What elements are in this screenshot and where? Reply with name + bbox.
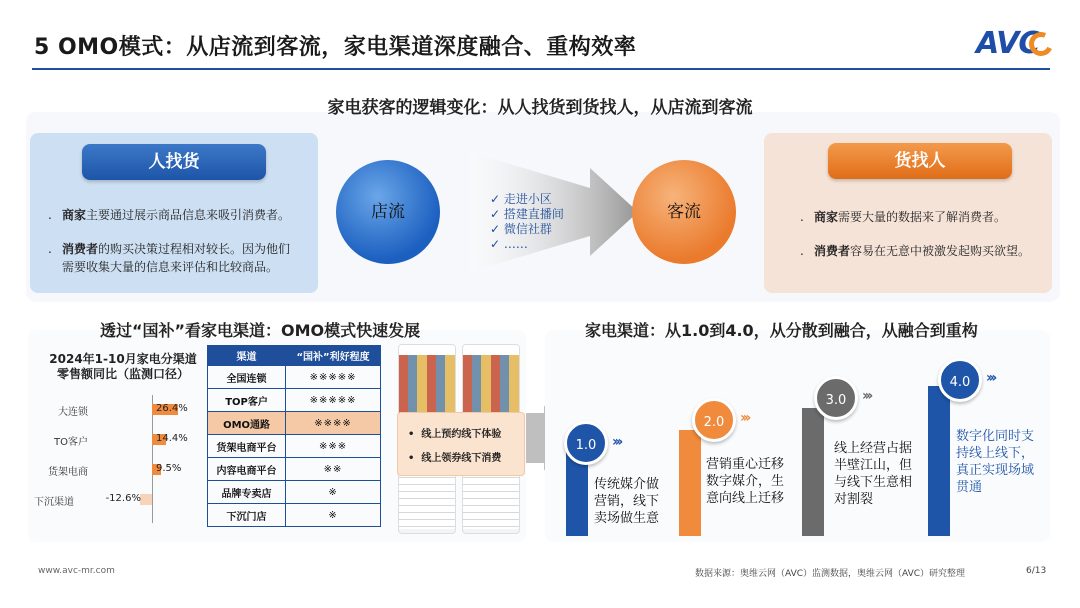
stage-1-text: 传统媒介做营销，线下卖场做生意 [594, 477, 660, 526]
right-bullet-2 [800, 242, 1044, 260]
benefit-cell: ※※※※ [286, 412, 381, 435]
stage-4-column [928, 386, 950, 536]
table-row [208, 481, 381, 504]
benefit-cell: ※※※※※ [286, 389, 381, 412]
bar-category-label: 大连锁 [58, 407, 88, 418]
tactic-item: ✓ 搭建直播间 [490, 207, 564, 221]
bar-value-label: 26.4% [156, 403, 188, 414]
omo-item-text: 线上领券线下消费 [421, 453, 502, 464]
bullet-text: 的购买决策过程相对较长。因为他们需要收集大量的信息来评估和比较商品。 [62, 242, 291, 274]
table-header: “国补”利好程度 [286, 346, 381, 366]
tactic-text: 搭建直播间 [503, 207, 564, 221]
subsidy-heading: 透过“国补”看家电渠道：OMO模式快速发展 [100, 321, 421, 340]
goods-find-people-pill: 货找人 [828, 143, 1012, 179]
tactics-list [490, 192, 564, 252]
benefit-cell: ※ [286, 504, 381, 527]
footer-url: www.avc-mr.com [38, 566, 115, 576]
left-bullet-1 [48, 206, 307, 224]
store-traffic-circle: 店流 [336, 160, 440, 264]
left-bullet-2 [48, 240, 302, 276]
table-header-row [208, 346, 381, 366]
bullet-text: 容易在无意中被激发起购买欲望。 [850, 244, 1031, 258]
bullet-dot-icon: . [48, 208, 52, 222]
bar-chart-title: 2024年1-10月家电分渠道零售额同比（监测口径） [49, 352, 197, 381]
bullet-strong: 商家 [62, 208, 87, 222]
table-row [208, 458, 381, 481]
right-bullet-1 [800, 208, 1044, 226]
bullet-text: 需要大量的数据来了解消费者。 [838, 210, 1007, 224]
bullet-strong: 消费者 [814, 244, 851, 258]
stage-1-badge: 1.0 [564, 421, 608, 465]
tactic-text: …… [503, 237, 528, 251]
bullet-text: 主要通过展示商品信息来吸引消费者。 [86, 208, 291, 222]
tactic-text: 走进小区 [503, 192, 552, 206]
top-section-heading: 家电获客的逻辑变化：从人找货到货找人，从店流到客流 [327, 98, 753, 118]
stage-4-text: 数字化同时支持线上线下，真正实现场域贯通 [956, 429, 1035, 495]
tactic-item: ✓ 走进小区 [490, 192, 552, 206]
chevron-right-icon: ››› [612, 434, 621, 450]
page-title: 5 OMO模式：从店流到客流，家电渠道深度融合、重构效率 [34, 35, 637, 60]
table-row-highlighted [208, 412, 381, 435]
footer-source: 数据来源：奥维云网（AVC）监测数据，奥维云网（AVC）研究整理 [695, 569, 966, 579]
stage-3-column [802, 408, 824, 536]
bar-mark [140, 494, 152, 505]
bullet-strong: 商家 [814, 210, 839, 224]
bullet-strong: 消费者 [62, 242, 99, 256]
bar-category-label: TO客户 [54, 437, 88, 448]
tactic-item: ✓ 微信社群 [490, 222, 552, 236]
bar-value-label: 9.5% [156, 463, 182, 474]
bullet-dot-icon: . [48, 242, 52, 256]
title-divider [32, 68, 1050, 70]
chevron-right-icon: ››› [740, 410, 749, 426]
page-number: 6/13 [1026, 566, 1047, 576]
channel-cell: OMO通路 [208, 412, 286, 435]
channel-benefit-table [207, 345, 381, 527]
table-row [208, 389, 381, 412]
channel-evolution-heading: 家电渠道：从1.0到4.0，从分散到融合，从融合到重构 [585, 321, 978, 340]
channel-cell: TOP客户 [208, 389, 286, 412]
channel-cell: 品牌专卖店 [208, 481, 286, 504]
benefit-cell: ※※※ [286, 435, 381, 458]
chevron-right-icon: ››› [986, 370, 995, 386]
bullet-dot-icon: . [800, 210, 804, 224]
tactic-item: ✓ …… [490, 237, 528, 251]
avc-logo [976, 26, 1056, 62]
chevron-right-icon: ››› [862, 388, 871, 404]
omo-item-text: 线上预约线下体验 [421, 429, 502, 440]
stage-3-text: 线上经营占据半壁江山，但与线下生意相对割裂 [834, 441, 913, 507]
omo-item: • 线上预约线下体验 [408, 429, 502, 440]
bar-value-label: 14.4% [156, 433, 188, 444]
logo-text: AVC [976, 26, 1040, 61]
channel-cell: 货架电商平台 [208, 435, 286, 458]
omo-callout [397, 412, 525, 476]
omo-item: • 线上领券线下消费 [408, 453, 502, 464]
channel-cell: 内容电商平台 [208, 458, 286, 481]
bar-category-label: 下沉渠道 [34, 497, 74, 508]
bar-value-label: -12.6% [105, 493, 141, 504]
table-row [208, 435, 381, 458]
bar-category-label: 货架电商 [48, 467, 88, 478]
benefit-cell: ※※※※※ [286, 366, 381, 389]
channel-cell: 全国连锁 [208, 366, 286, 389]
stage-4-badge: 4.0 [938, 358, 982, 402]
table-header: 渠道 [208, 346, 286, 366]
stage-2-text: 营销重心迁移数字媒介，生意向线上迁移 [706, 457, 785, 506]
bullet-dot-icon: . [800, 244, 804, 258]
channel-cell: 下沉门店 [208, 504, 286, 527]
benefit-cell: ※※ [286, 458, 381, 481]
stage-2-column [679, 430, 701, 536]
benefit-cell: ※ [286, 481, 381, 504]
customer-traffic-circle: 客流 [632, 160, 736, 264]
table-row [208, 504, 381, 527]
tactic-text: 微信社群 [503, 222, 552, 236]
stage-2-badge: 2.0 [692, 398, 736, 442]
people-find-goods-pill: 人找货 [82, 144, 266, 180]
stage-3-badge: 3.0 [814, 376, 858, 420]
table-row [208, 366, 381, 389]
